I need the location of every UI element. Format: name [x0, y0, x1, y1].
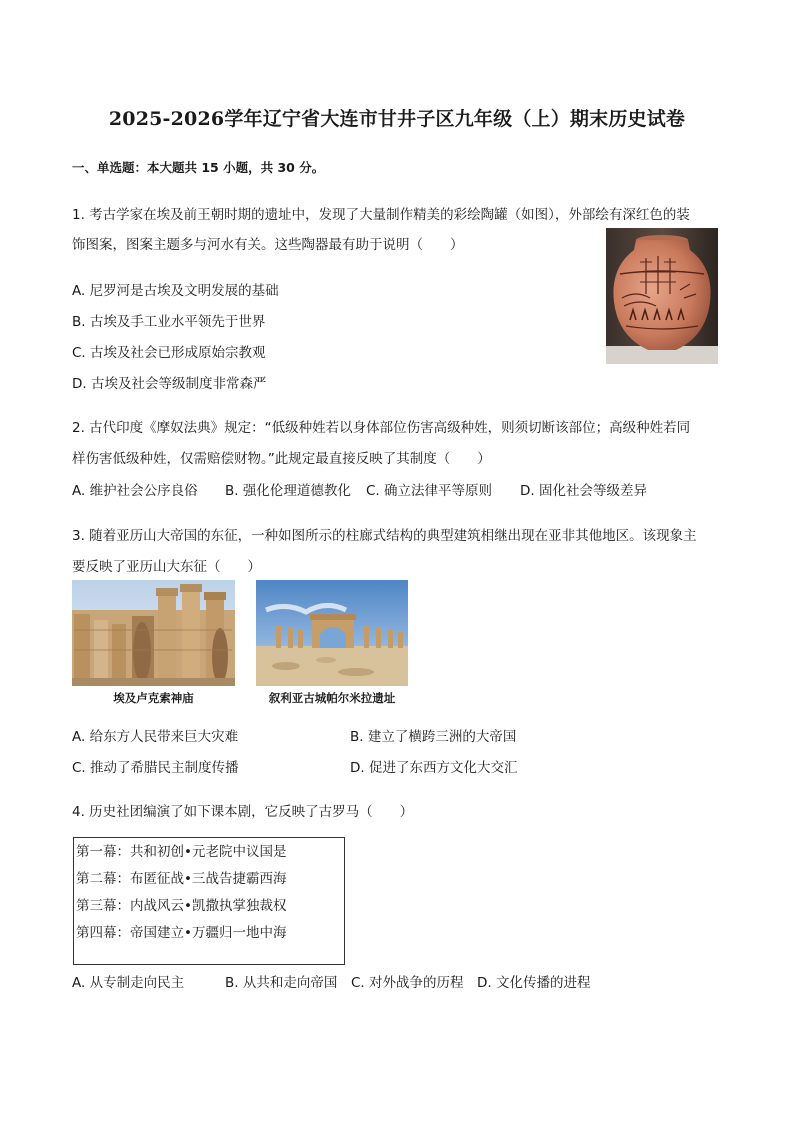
q4-option-a: A. 从专制走向民主 — [72, 975, 185, 991]
q3-stem-line2: 要反映了亚历山大东征（ ） — [72, 559, 261, 575]
q1-option-c: C. 古埃及社会已形成原始宗教观 — [72, 345, 266, 361]
q3-option-c: C. 推动了希腊民主制度传播 — [72, 760, 239, 776]
q4-option-d: D. 文化传播的进程 — [477, 975, 591, 991]
q2-stem-line2: 样伤害低级种姓，仅需赔偿财物。”此规定最直接反映了其制度（ ） — [72, 451, 491, 467]
luxor-temple-caption: 埃及卢克索神庙 — [113, 691, 194, 705]
exam-title: 2025-2026学年辽宁省大连市甘井子区九年级（上）期末历史试卷 — [108, 108, 686, 130]
q4-stem: 4. 历史社团编演了如下课本剧，它反映了古罗马（ ） — [72, 804, 414, 820]
q4-option-c: C. 对外战争的历程 — [351, 975, 464, 991]
q3-option-b: B. 建立了横跨三洲的大帝国 — [350, 729, 517, 745]
palmyra-ruins-caption: 叙利亚古城帕尔米拉遗址 — [268, 691, 396, 705]
q2-option-a: A. 维护社会公序良俗 — [72, 483, 198, 499]
luxor-temple-image — [72, 580, 235, 686]
painted-pottery-jar-image — [606, 228, 718, 364]
play-scene-2: 第二幕：布匿征战•三战告捷霸西海 — [76, 871, 287, 887]
q2-option-b: B. 强化伦理道德教化 — [225, 483, 351, 499]
q1-stem-line2: 饰图案，图案主题多与河水有关。这些陶器最有助于说明（ ） — [72, 237, 464, 253]
q2-option-c: C. 确立法律平等原则 — [366, 483, 493, 499]
q2-option-d: D. 固化社会等级差异 — [520, 483, 647, 499]
palmyra-ruins-image — [256, 580, 408, 686]
q4-option-b: B. 从共和走向帝国 — [225, 975, 338, 991]
section-heading: 一、单选题：本大题共 15 小题，共 30 分。 — [72, 160, 325, 175]
q1-stem-line1: 1. 考古学家在埃及前王朝时期的遗址中，发现了大量制作精美的彩绘陶罐（如图），外部绘有深红色的装 — [72, 207, 690, 223]
q1-option-b: B. 古埃及手工业水平领先于世界 — [72, 314, 266, 330]
q1-option-d: D. 古埃及社会等级制度非常森严 — [72, 376, 267, 392]
play-scene-3: 第三幕：内战风云•凯撒执掌独裁权 — [76, 898, 287, 914]
q3-stem-line1: 3. 随着亚历山大帝国的东征，一种如图所示的柱廊式结构的典型建筑相继出现在亚非其他地区。该现象主 — [72, 528, 697, 544]
q3-option-d: D. 促进了东西方文化大交汇 — [350, 760, 518, 776]
q3-option-a: A. 给东方人民带来巨大灾难 — [72, 729, 239, 745]
q1-option-a: A. 尼罗河是古埃及文明发展的基础 — [72, 283, 279, 299]
q2-stem-line1: 2. 古代印度《摩奴法典》规定：“低级种姓若以身体部位伤害高级种姓，则须切断该部位；高级种姓若同 — [72, 420, 691, 436]
play-scene-1: 第一幕：共和初创•元老院中议国是 — [76, 844, 287, 860]
play-scene-4: 第四幕：帝国建立•万疆归一地中海 — [76, 925, 287, 941]
